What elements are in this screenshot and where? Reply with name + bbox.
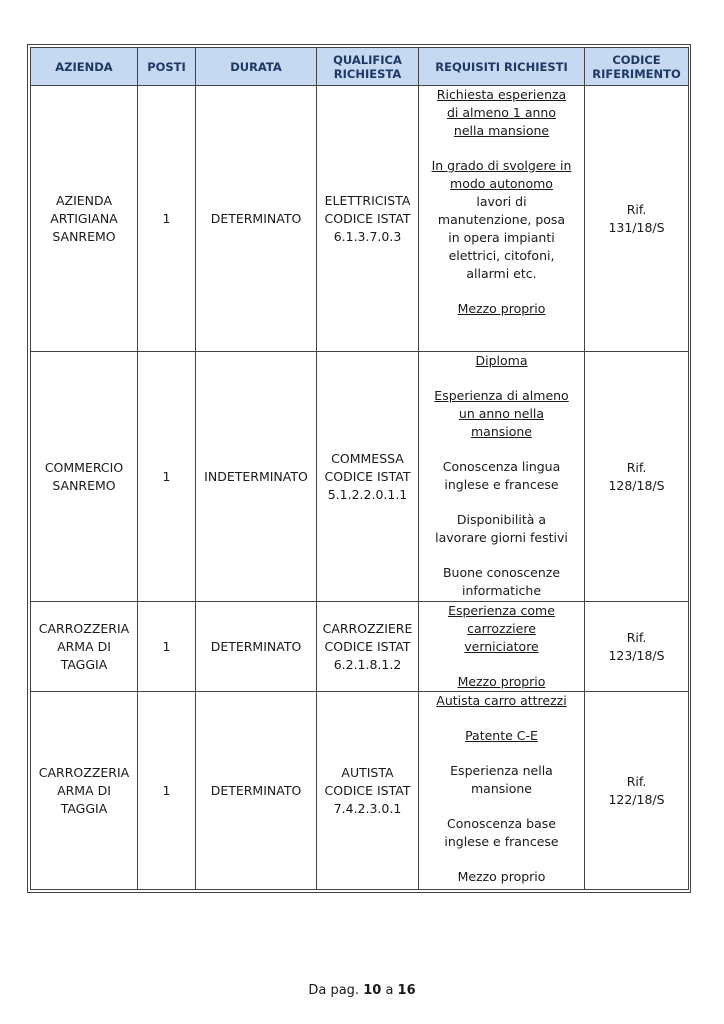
requisito-line: Esperienza di almeno [434, 388, 569, 403]
codice-line: 131/18/S [608, 219, 665, 235]
requisito-line: Buone conoscenze [442, 565, 561, 580]
cell-qualifica [317, 86, 419, 352]
cell-durata: DETERMINATO [196, 86, 317, 352]
requisito-spacer [423, 140, 580, 157]
requisito-line: lavorare giorni festivi [435, 530, 568, 545]
requisito-spacer [423, 745, 580, 762]
cell-azienda [31, 352, 138, 602]
qualifica-line: 6.1.3.7.0.3 [333, 228, 402, 244]
cell-posti: 1 [138, 602, 196, 692]
qualifica-line: 5.1.2.2.0.1.1 [327, 486, 408, 502]
cell-azienda [31, 86, 138, 352]
azienda-line: TAGGIA [60, 800, 108, 816]
footer-middle: a [385, 983, 394, 998]
cell-azienda [31, 692, 138, 890]
cell-requisiti [419, 692, 585, 890]
requisito-line: inglese e francese [444, 477, 559, 492]
cell-codice [585, 352, 689, 602]
qualifica-line: CODICE ISTAT [324, 210, 411, 226]
qualifica-line: COMMESSA [331, 450, 404, 466]
requisito-line: Disponibilità a [456, 512, 547, 527]
requisito-line: Esperienza come [448, 603, 555, 618]
header-azienda: AZIENDA [31, 48, 138, 86]
cell-codice [585, 602, 689, 692]
header-durata: DURATA [196, 48, 317, 86]
requisito-spacer [423, 441, 580, 458]
requisito-line: Diploma [475, 353, 528, 368]
azienda-line: AZIENDA [55, 192, 112, 208]
table-row [31, 692, 689, 890]
requisito-line: Mezzo proprio [457, 674, 546, 689]
requisito-line: allarmi etc. [466, 266, 537, 281]
cell-qualifica [317, 692, 419, 890]
cell-codice [585, 86, 689, 352]
header-qualifica [317, 48, 419, 86]
header-codice [585, 48, 689, 86]
footer-page-to: 16 [397, 983, 416, 998]
qualifica-line: CARROZZIERE [322, 620, 413, 636]
cell-durata: DETERMINATO [196, 602, 317, 692]
requisito-line: Autista carro attrezzi [436, 693, 567, 708]
cell-requisiti [419, 352, 585, 602]
codice-line: Rif. [626, 773, 647, 789]
requisito-line: mansione [470, 781, 532, 796]
requisito-line: lavori di [476, 194, 527, 209]
azienda-line: CARROZZERIA [38, 764, 130, 780]
header-codice-line: RIFERIMENTO [592, 66, 681, 81]
requisito-line: manutenzione, posa [437, 212, 566, 227]
table-body [31, 86, 689, 890]
qualifica-line: CODICE ISTAT [324, 782, 411, 798]
qualifica-line: AUTISTA [341, 764, 394, 780]
requisito-spacer [423, 851, 580, 868]
azienda-line: TAGGIA [60, 656, 108, 672]
requisito-line: verniciatore [464, 639, 539, 654]
header-requisiti: REQUISITI RICHIESTI [419, 48, 585, 86]
footer-page-from: 10 [363, 983, 382, 998]
qualifica-line: ELETTRICISTA [324, 192, 411, 208]
cell-posti: 1 [138, 692, 196, 890]
requisito-line: inglese e francese [444, 834, 559, 849]
requisito-line: in opera impianti [448, 230, 555, 245]
requisito-line: nella mansione [453, 123, 550, 138]
cell-qualifica [317, 602, 419, 692]
azienda-line: SANREMO [52, 477, 116, 493]
requisito-line: In grado di svolgere in [431, 158, 572, 173]
requisito-line: Conoscenza base [447, 816, 556, 831]
azienda-line: CARROZZERIA [38, 620, 130, 636]
cell-posti: 1 [138, 352, 196, 602]
requisito-line: mansione [470, 424, 532, 439]
azienda-line: ARMA DI [57, 638, 111, 654]
table-header-row [31, 48, 689, 86]
requisito-spacer [423, 370, 580, 387]
requisito-spacer [423, 494, 580, 511]
header-posti: POSTI [138, 48, 196, 86]
qualifica-line: CODICE ISTAT [324, 468, 411, 484]
table-row [31, 352, 689, 602]
requisito-spacer [423, 547, 580, 564]
cell-durata: INDETERMINATO [196, 352, 317, 602]
requisito-spacer [423, 798, 580, 815]
azienda-line: ARMA DI [57, 782, 111, 798]
codice-line: Rif. [626, 201, 647, 217]
header-qualifica-line: QUALIFICA [333, 52, 402, 67]
azienda-line: COMMERCIO [44, 459, 124, 475]
cell-durata: DETERMINATO [196, 692, 317, 890]
cell-codice [585, 692, 689, 890]
codice-line: 122/18/S [608, 791, 665, 807]
cell-qualifica [317, 352, 419, 602]
cell-azienda [31, 602, 138, 692]
requisito-line: elettrici, citofoni, [448, 248, 555, 263]
footer-prefix: Da pag. [308, 983, 360, 998]
cell-requisiti [419, 86, 585, 352]
azienda-line: ARTIGIANA [50, 210, 118, 226]
job-offers-table [30, 47, 689, 890]
requisito-spacer [423, 283, 580, 300]
azienda-line: SANREMO [52, 228, 116, 244]
requisito-spacer [423, 710, 580, 727]
requisito-line: Conoscenza lingua [442, 459, 561, 474]
requisito-line: Mezzo proprio [457, 301, 546, 316]
header-qualifica-line: RICHIESTA [333, 66, 402, 81]
requisito-line: Richiesta esperienza [436, 87, 567, 102]
codice-line: Rif. [626, 629, 647, 645]
qualifica-line: 7.4.2.3.0.1 [333, 800, 402, 816]
codice-line: 123/18/S [608, 647, 665, 663]
job-offers-table-frame [27, 44, 691, 893]
requisito-spacer [423, 656, 580, 673]
qualifica-line: 6.2.1.8.1.2 [333, 656, 402, 672]
cell-requisiti [419, 602, 585, 692]
requisito-line: Patente C-E [465, 728, 538, 743]
requisito-line: carrozziere [467, 621, 536, 636]
requisito-line: un anno nella [458, 406, 545, 421]
qualifica-line: CODICE ISTAT [324, 638, 411, 654]
table-row [31, 86, 689, 352]
requisito-line: Esperienza nella [450, 763, 553, 778]
header-codice-line: CODICE [612, 52, 661, 67]
codice-line: 128/18/S [608, 477, 665, 493]
requisito-line: modo autonomo [450, 176, 553, 191]
codice-line: Rif. [626, 459, 647, 475]
page-footer [0, 983, 724, 998]
table-row [31, 602, 689, 692]
requisito-line: di almeno 1 anno [446, 105, 556, 120]
requisito-line: Mezzo proprio [457, 869, 546, 884]
cell-posti: 1 [138, 86, 196, 352]
requisito-line: informatiche [461, 583, 542, 598]
